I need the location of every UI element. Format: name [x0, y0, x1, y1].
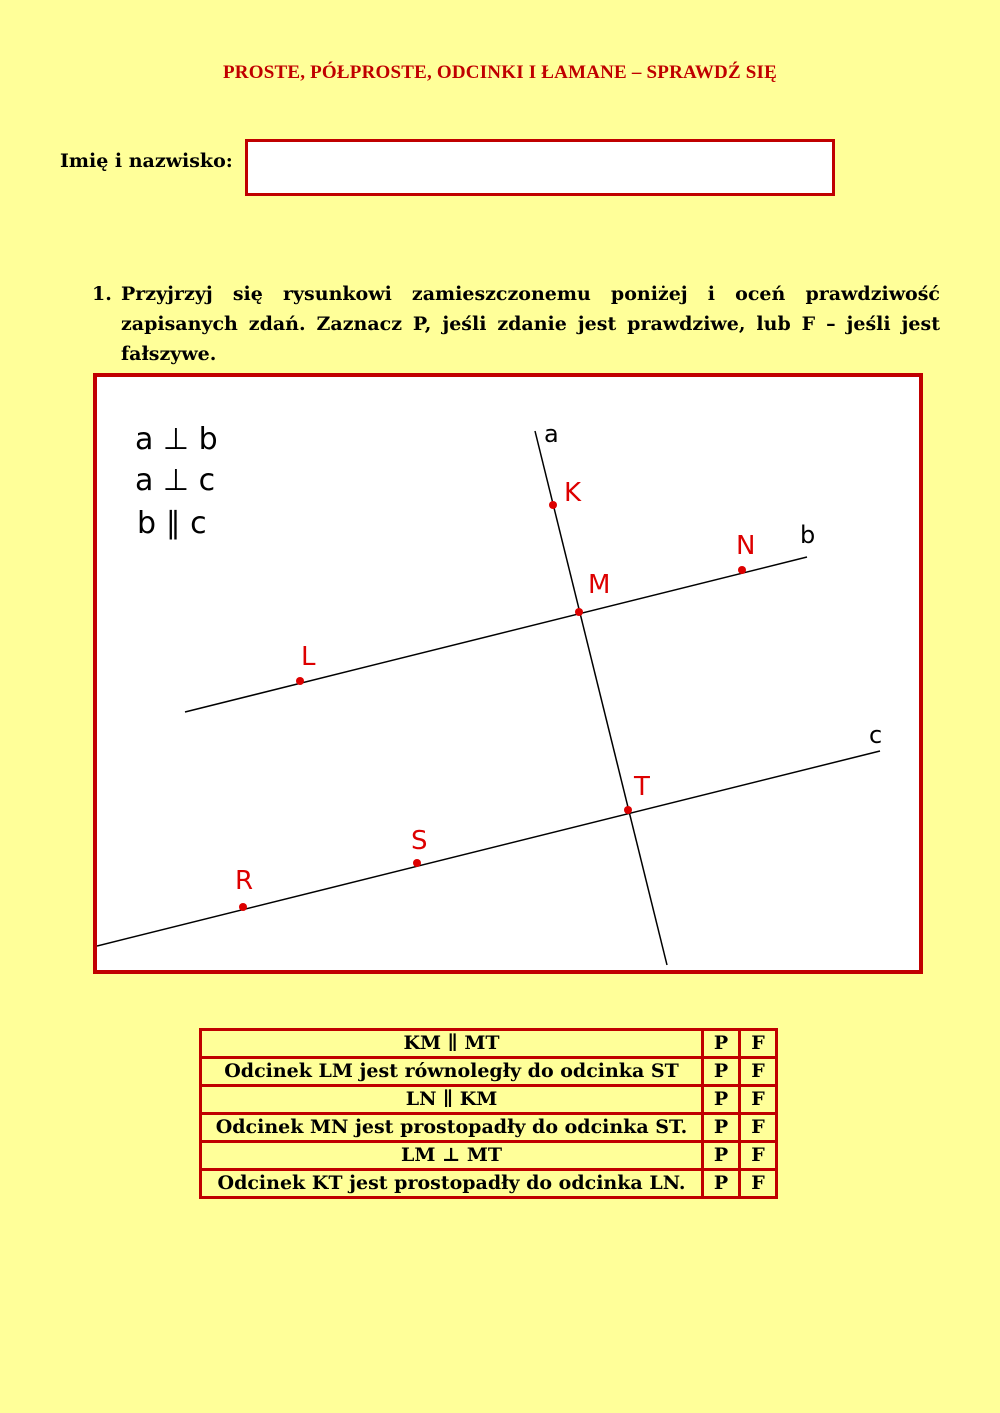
point-l	[296, 677, 304, 685]
point-n-label: N	[736, 531, 756, 561]
point-s-label: S	[411, 826, 428, 856]
point-n	[738, 566, 746, 574]
line-c	[97, 751, 880, 946]
task-number: 1.	[92, 283, 112, 305]
option-p[interactable]: P	[703, 1086, 740, 1114]
relation-b-parallel-c: b ∥ c	[137, 506, 207, 541]
true-false-table	[199, 1028, 778, 1199]
statement: LN ∥ KM	[201, 1086, 703, 1114]
table-row	[201, 1086, 777, 1114]
relation-a-perp-c: a ⊥ c	[135, 463, 216, 498]
line-a	[535, 431, 667, 965]
option-p[interactable]: P	[703, 1170, 740, 1198]
point-k	[549, 501, 557, 509]
point-t-label: T	[634, 772, 650, 802]
line-b-label: b	[800, 521, 816, 549]
name-label: Imię i nazwisko:	[60, 150, 233, 172]
table-row	[201, 1030, 777, 1058]
option-p[interactable]: P	[703, 1058, 740, 1086]
statement: Odcinek KT jest prostopadły do odcinka LN.	[201, 1170, 703, 1198]
option-f[interactable]: F	[740, 1030, 777, 1058]
task-instruction: Przyjrzyj się rysunkowi zamieszczonemu poniżej i oceń prawdziwość zapisanych zdań. Zaznacz P, jeśli zdanie jest prawdziwe, lub F – jeśli jest fałszywe.	[121, 283, 940, 365]
page-title: PROSTE, PÓŁPROSTE, ODCINKI I ŁAMANE – SPRAWDŹ SIĘ	[222, 62, 778, 83]
statement: KM ∥ MT	[201, 1030, 703, 1058]
option-f[interactable]: F	[740, 1170, 777, 1198]
table-row	[201, 1058, 777, 1086]
point-m	[575, 608, 583, 616]
point-r	[239, 903, 247, 911]
task-1	[92, 279, 940, 369]
line-a-label: a	[544, 420, 559, 448]
point-k-label: K	[564, 478, 582, 508]
option-f[interactable]: F	[740, 1058, 777, 1086]
statement: Odcinek LM jest równoległy do odcinka ST	[201, 1058, 703, 1086]
point-r-label: R	[235, 866, 254, 896]
table-row	[201, 1114, 777, 1142]
geometry-figure	[93, 373, 923, 974]
table-row	[201, 1142, 777, 1170]
point-s	[413, 859, 421, 867]
option-f[interactable]: F	[740, 1114, 777, 1142]
line-c-label: c	[869, 721, 883, 749]
option-f[interactable]: F	[740, 1142, 777, 1170]
point-t	[624, 806, 632, 814]
name-input[interactable]	[245, 139, 835, 196]
option-p[interactable]: P	[703, 1114, 740, 1142]
point-l-label: L	[301, 642, 316, 672]
line-b	[185, 557, 807, 712]
point-m-label: M	[588, 570, 611, 600]
option-p[interactable]: P	[703, 1030, 740, 1058]
table-row	[201, 1170, 777, 1198]
option-f[interactable]: F	[740, 1086, 777, 1114]
geometry-drawing	[97, 377, 919, 970]
relation-a-perp-b: a ⊥ b	[135, 422, 218, 457]
option-p[interactable]: P	[703, 1142, 740, 1170]
statement: Odcinek MN jest prostopadły do odcinka ST.	[201, 1114, 703, 1142]
statement: LM ⊥ MT	[201, 1142, 703, 1170]
